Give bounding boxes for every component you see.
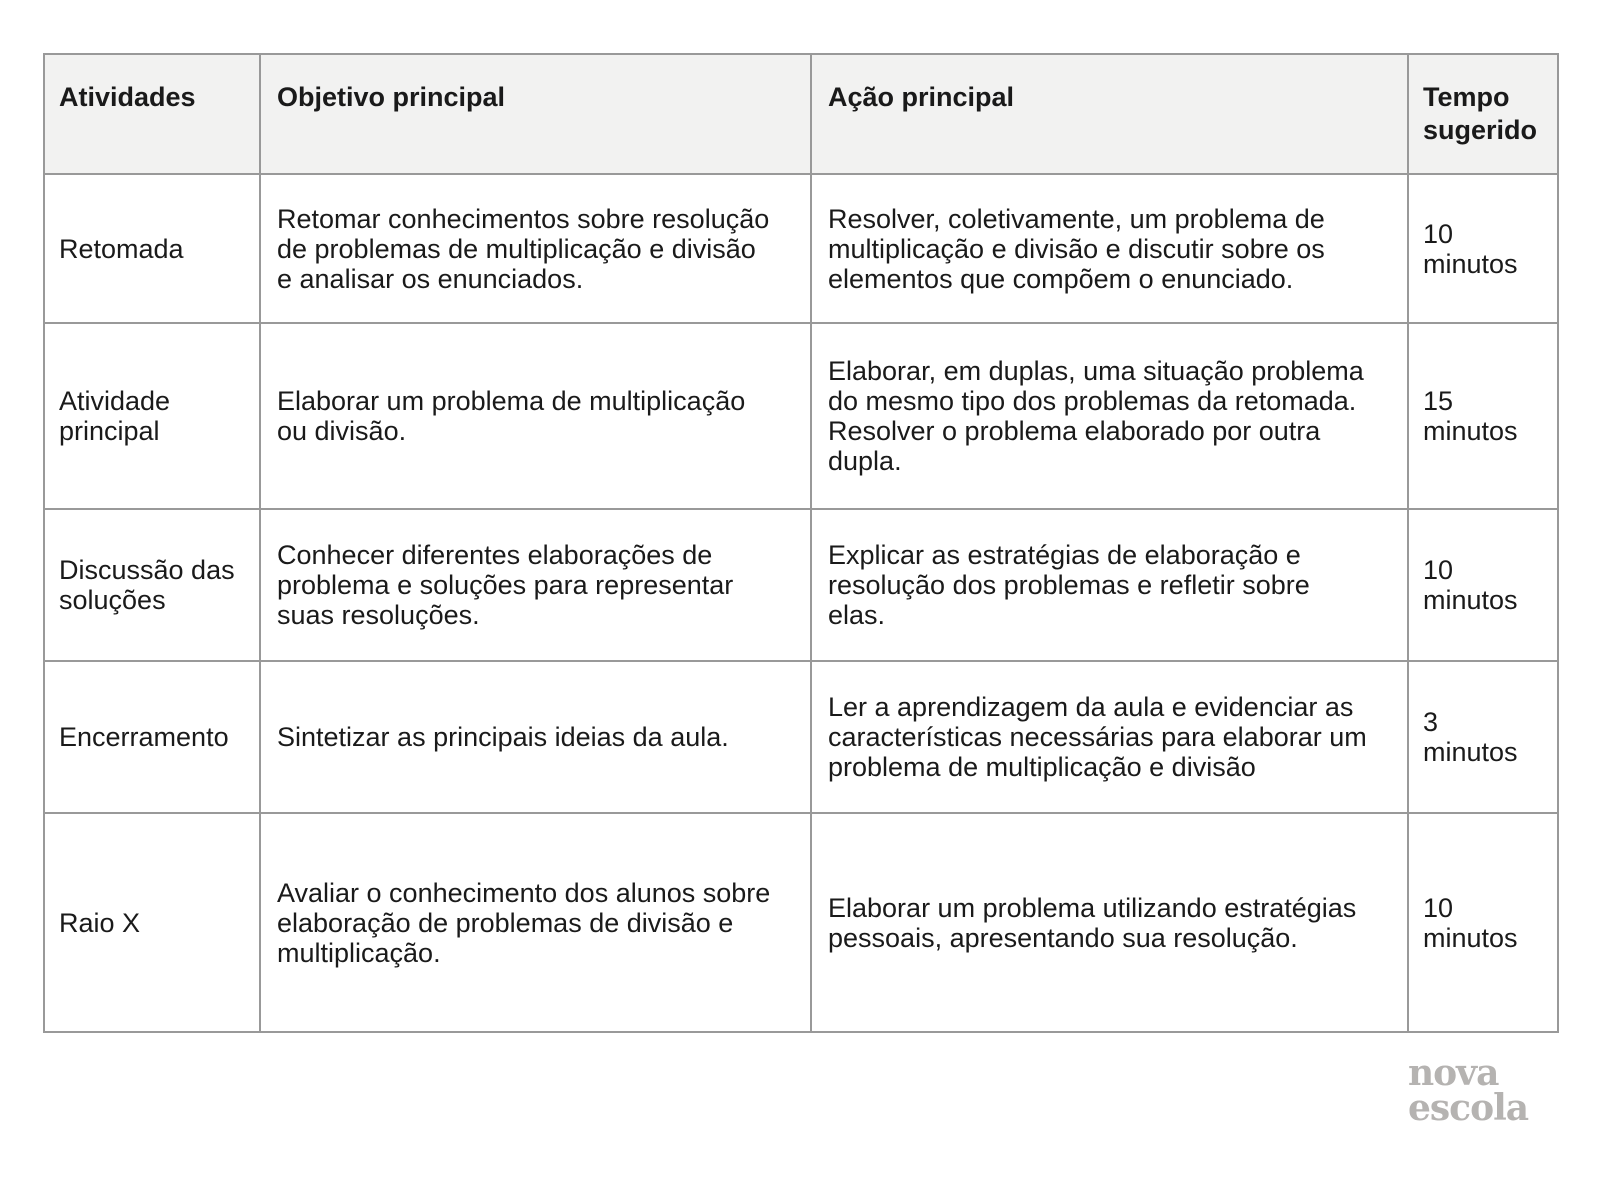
nova-escola-logo [1408, 1052, 1529, 1129]
time-cell: 10 minutos [1408, 174, 1558, 323]
time-cell: 15 minutos [1408, 323, 1558, 509]
activity-name-cell: Atividade principal [44, 323, 260, 509]
table-row-retomada [44, 174, 1558, 323]
activity-name-cell: Encerramento [44, 661, 260, 813]
time-cell: 10 minutos [1408, 509, 1558, 661]
objective-cell: Retomar conhecimentos sobre resolução de problemas de multiplicação e divisão e analisar os enunciados. [260, 174, 811, 323]
objective-cell: Conhecer diferentes elaborações de problema e soluções para representar suas resoluções. [260, 509, 811, 661]
table-row-encerramento [44, 661, 1558, 813]
nova-escola-logo-line2: escola [1408, 1087, 1529, 1129]
table-header-row [44, 54, 1558, 174]
action-cell: Resolver, coletivamente, um problema de multiplicação e divisão e discutir sobre os elementos que compõem o enunciado. [811, 174, 1408, 323]
column-header-acao-principal: Ação principal [811, 54, 1408, 174]
activity-name-cell: Discussão das soluções [44, 509, 260, 661]
action-cell: Elaborar, em duplas, uma situação problema do mesmo tipo dos problemas da retomada. Resolver o problema elaborado por outra dupla. [811, 323, 1408, 509]
table-row-raio-x [44, 813, 1558, 1032]
table-row-discussao-das-solucoes [44, 509, 1558, 661]
action-cell: Ler a aprendizagem da aula e evidenciar as características necessárias para elaborar um problema de multiplicação e divisão [811, 661, 1408, 813]
column-header-atividades: Atividades [44, 54, 260, 174]
activity-name-cell: Retomada [44, 174, 260, 323]
column-header-tempo-sugerido: Tempo sugerido [1408, 54, 1558, 174]
objective-cell: Avaliar o conhecimento dos alunos sobre elaboração de problemas de divisão e multiplicação. [260, 813, 811, 1032]
lesson-plan-table [43, 53, 1559, 1033]
table-row-atividade-principal [44, 323, 1558, 509]
action-cell: Explicar as estratégias de elaboração e resolução dos problemas e refletir sobre elas. [811, 509, 1408, 661]
time-cell: 3 minutos [1408, 661, 1558, 813]
nova-escola-logo-line1: nova [1408, 1052, 1499, 1094]
objective-cell: Sintetizar as principais ideias da aula. [260, 661, 811, 813]
action-cell: Elaborar um problema utilizando estratégias pessoais, apresentando sua resolução. [811, 813, 1408, 1032]
time-cell: 10 minutos [1408, 813, 1558, 1032]
objective-cell: Elaborar um problema de multiplicação ou divisão. [260, 323, 811, 509]
column-header-objetivo-principal: Objetivo principal [260, 54, 811, 174]
activity-name-cell: Raio X [44, 813, 260, 1032]
